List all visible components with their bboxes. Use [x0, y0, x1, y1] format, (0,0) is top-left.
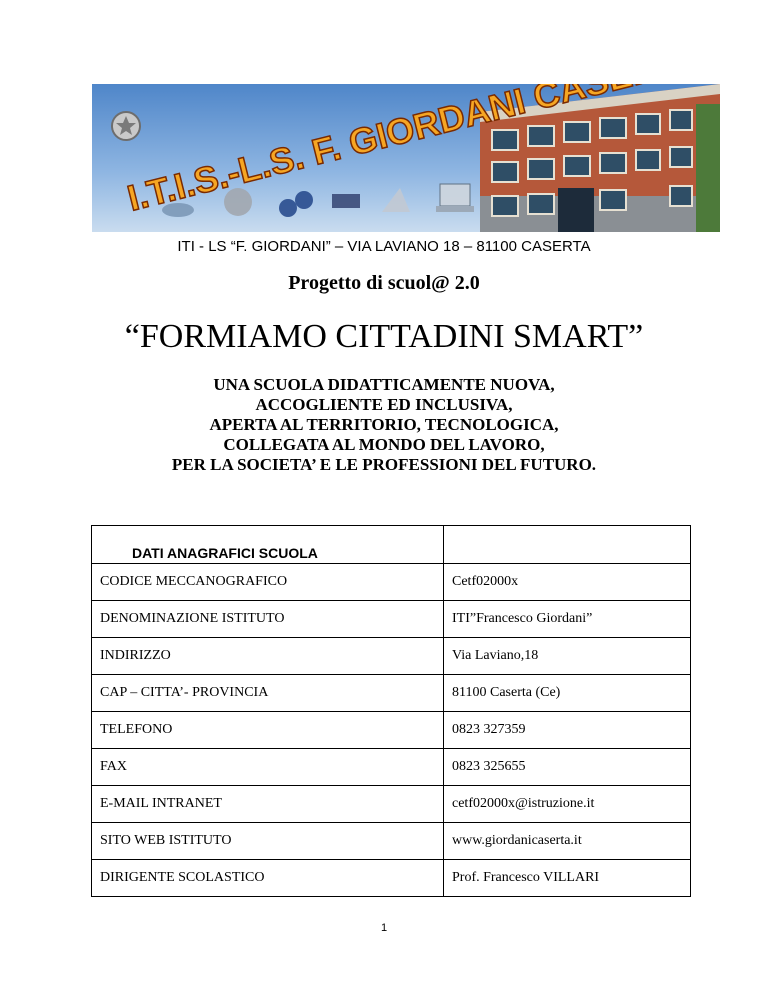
row-value: www.giordanicaserta.it [444, 823, 691, 860]
row-label: DENOMINAZIONE ISTITUTO [92, 601, 444, 638]
row-label: DIRIGENTE SCOLASTICO [92, 860, 444, 897]
table-row [92, 564, 691, 601]
row-value: 81100 Caserta (Ce) [444, 675, 691, 712]
row-label: TELEFONO [92, 712, 444, 749]
republic-emblem-icon [112, 112, 140, 140]
row-label: CODICE MECCANOGRAFICO [92, 564, 444, 601]
row-value: Cetf02000x [444, 564, 691, 601]
row-label: FAX [92, 749, 444, 786]
table-row [92, 638, 691, 675]
document-title: “FORMIAMO CITTADINI SMART” [124, 318, 644, 355]
mission-line: ACCOGLIENTE ED INCLUSIVA, [255, 395, 513, 414]
table-row [92, 712, 691, 749]
table-row [92, 601, 691, 638]
row-label: E-MAIL INTRANET [92, 786, 444, 823]
row-label: SITO WEB ISTITUTO [92, 823, 444, 860]
page-number: 1 [380, 922, 388, 934]
row-value: 0823 325655 [444, 749, 691, 786]
school-banner [92, 84, 720, 232]
row-value: ITI”Francesco Giordani” [444, 601, 691, 638]
row-label: INDIRIZZO [92, 638, 444, 675]
project-subtitle: Progetto di scuol@ 2.0 [288, 272, 480, 294]
table-row [92, 675, 691, 712]
table-header-empty [444, 526, 691, 564]
table-row [92, 860, 691, 897]
mission-line: APERTA AL TERRITORIO, TECNOLOGICA, [209, 415, 559, 434]
table-header-row [92, 526, 691, 564]
row-value: cetf02000x@istruzione.it [444, 786, 691, 823]
mission-statement [0, 375, 768, 475]
table-row [92, 749, 691, 786]
row-value: Prof. Francesco VILLARI [444, 860, 691, 897]
row-value: 0823 327359 [444, 712, 691, 749]
mission-line: UNA SCUOLA DIDATTICAMENTE NUOVA, [213, 375, 555, 394]
table-row [92, 823, 691, 860]
mission-line: PER LA SOCIETA’ E LE PROFESSIONI DEL FUTURO. [171, 455, 597, 474]
row-value: Via Laviano,18 [444, 638, 691, 675]
row-label: CAP – CITTA’- PROVINCIA [92, 675, 444, 712]
mission-line: COLLEGATA AL MONDO DEL LAVORO, [223, 435, 545, 454]
table-row [92, 786, 691, 823]
school-data-table [91, 525, 691, 897]
table-header: DATI ANAGRAFICI SCUOLA [92, 526, 444, 564]
school-address: ITI - LS “F. GIORDANI” – VIA LAVIANO 18 – 81100 CASERTA [177, 238, 591, 255]
